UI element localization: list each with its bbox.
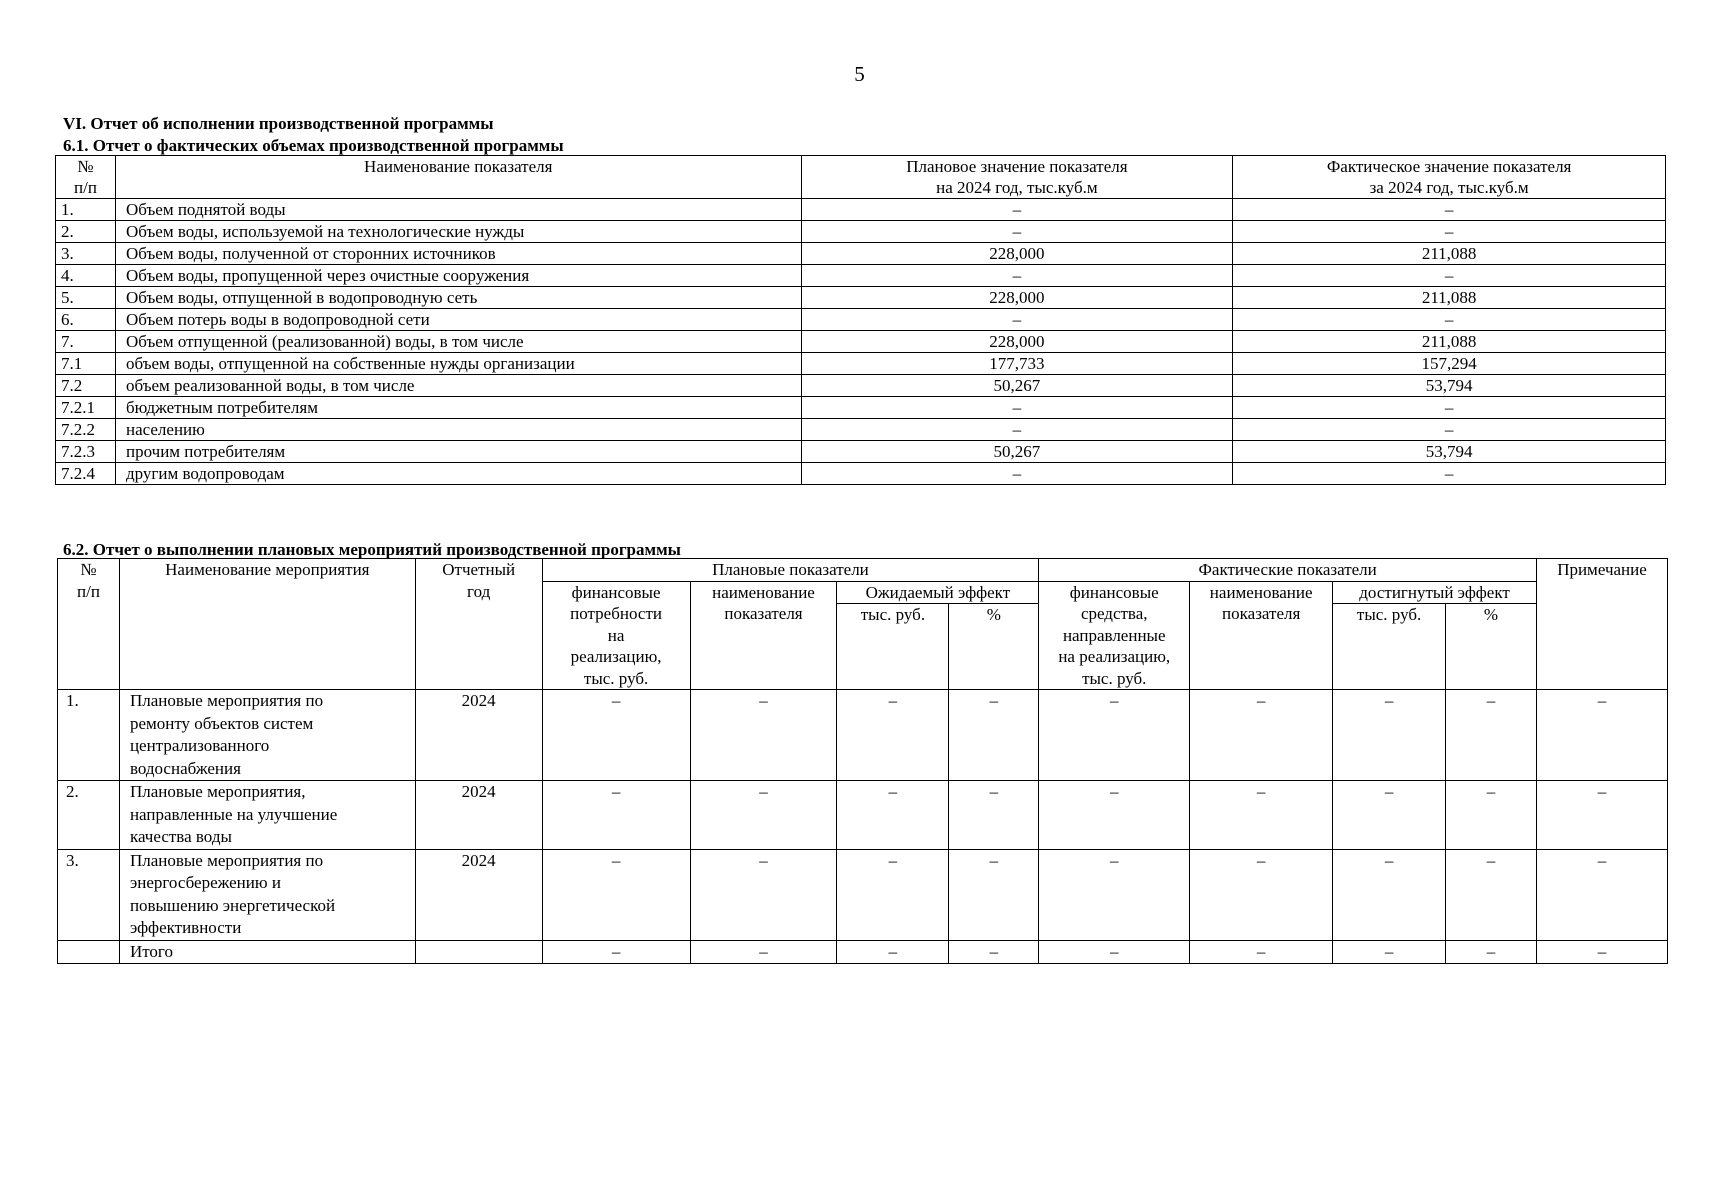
- row-number-empty: [58, 940, 120, 964]
- report-year: 2024: [415, 690, 542, 781]
- measure-name-line: Плановые мероприятия,: [129, 782, 306, 801]
- indicator-name: Объем воды, пропущенной через очистные сооружения: [115, 265, 801, 287]
- fact-value: –: [1233, 419, 1666, 441]
- indicator-name: объем воды, отпущенной на собственные нужды организации: [115, 353, 801, 375]
- header-report-year: Отчетный год: [415, 559, 542, 690]
- plan-value: –: [801, 419, 1233, 441]
- plan-effect-percent: –: [949, 940, 1039, 964]
- fact-financial-funds: –: [1039, 781, 1190, 850]
- header-fact-thousand-rub: тыс. руб.: [1333, 604, 1446, 690]
- header-plan-thousand-rub: тыс. руб.: [837, 604, 949, 690]
- table-row: [56, 463, 1666, 485]
- measure-name-line: направленные на улучшение: [129, 804, 338, 824]
- fact-effect-percent: –: [1446, 690, 1537, 781]
- fact-value: 211,088: [1233, 243, 1666, 265]
- plan-indicator-name: –: [690, 690, 837, 781]
- header-plan-financial-needs: финансовые потребности на реализацию, тыс. руб.: [542, 581, 690, 690]
- row-number: 7.2.1: [56, 397, 116, 419]
- table-row: [56, 265, 1666, 287]
- plan-effect-thousand-rub: –: [837, 690, 949, 781]
- planned-measures-table: [57, 558, 1668, 964]
- header-num: № п/п: [58, 559, 120, 690]
- fact-indicator-name: –: [1190, 690, 1333, 781]
- plan-financial-needs: –: [542, 781, 690, 850]
- table-row: [58, 849, 1668, 940]
- plan-value: 228,000: [801, 331, 1233, 353]
- table-row: [56, 441, 1666, 463]
- row-number: 7.2.3: [56, 441, 116, 463]
- table-row: [56, 243, 1666, 265]
- note: –: [1536, 849, 1667, 940]
- row-number: 7.2.2: [56, 419, 116, 441]
- measure-name-line: энергосбережению и: [129, 873, 281, 892]
- section-title: VI. Отчет об исполнении производственной программы: [63, 114, 494, 133]
- plan-value: 50,267: [801, 375, 1233, 397]
- plan-effect-thousand-rub: –: [837, 940, 949, 964]
- subsection-2-title: 6.2. Отчет о выполнении плановых мероприятий производственной программы: [63, 540, 681, 559]
- plan-value: –: [801, 463, 1233, 485]
- row-number: 3.: [56, 243, 116, 265]
- plan-effect-thousand-rub: –: [837, 781, 949, 850]
- fact-indicator-name: –: [1190, 940, 1333, 964]
- note: –: [1536, 781, 1667, 850]
- plan-value: –: [801, 221, 1233, 243]
- fact-value: 211,088: [1233, 287, 1666, 309]
- header-planned-indicators: Плановые показатели: [542, 559, 1039, 582]
- fact-value: 211,088: [1233, 331, 1666, 353]
- measure-name-line: эффективности: [129, 918, 242, 937]
- fact-value: 53,794: [1233, 441, 1666, 463]
- fact-value: –: [1233, 309, 1666, 331]
- table-row: [56, 419, 1666, 441]
- plan-value: –: [801, 397, 1233, 419]
- table2-header-row-1: [58, 559, 1668, 582]
- measure-name-line: водоснабжения: [129, 758, 241, 778]
- fact-effect-thousand-rub: –: [1333, 781, 1446, 850]
- row-number: 2.: [58, 781, 120, 850]
- fact-effect-thousand-rub: –: [1333, 940, 1446, 964]
- total-row: [58, 940, 1668, 964]
- table-row: [58, 690, 1668, 781]
- plan-value: –: [801, 265, 1233, 287]
- header-achieved-effect: достигнутый эффект: [1333, 581, 1537, 604]
- measure-name-line: Плановые мероприятия по: [129, 850, 324, 870]
- table-row: [58, 781, 1668, 850]
- fact-indicator-name: –: [1190, 849, 1333, 940]
- row-number: 6.: [56, 309, 116, 331]
- table-row: [56, 221, 1666, 243]
- plan-effect-thousand-rub: –: [837, 849, 949, 940]
- measure-name: [119, 781, 415, 850]
- measure-name-line: качества воды: [129, 827, 232, 846]
- header-actual-indicators: Фактические показатели: [1039, 559, 1537, 582]
- fact-effect-percent: –: [1446, 849, 1537, 940]
- measure-name-line: Плановые мероприятия по: [129, 691, 324, 710]
- measure-name-line: повышению энергетической: [129, 895, 336, 915]
- row-number: 4.: [56, 265, 116, 287]
- measure-name-line: ремонту объектов систем: [129, 713, 314, 733]
- header-fact-percent: %: [1446, 604, 1537, 690]
- header-fact-indicator-name: наименование показателя: [1190, 581, 1333, 690]
- table-row: [56, 199, 1666, 221]
- measure-name-line: централизованного: [129, 736, 270, 755]
- table-row: [56, 287, 1666, 309]
- fact-effect-percent: –: [1446, 940, 1537, 964]
- page-number: 5: [854, 62, 865, 86]
- fact-financial-funds: –: [1039, 690, 1190, 781]
- plan-financial-needs: –: [542, 849, 690, 940]
- plan-value: –: [801, 309, 1233, 331]
- subsection-1-title: 6.1. Отчет о фактических объемах производственной программы: [63, 136, 564, 155]
- indicator-name: Объем поднятой воды: [115, 199, 801, 221]
- table-row: [56, 331, 1666, 353]
- header-expected-effect: Ожидаемый эффект: [837, 581, 1039, 604]
- fact-value: –: [1233, 199, 1666, 221]
- fact-value: –: [1233, 221, 1666, 243]
- header-fact-value: Фактическое значение показателя за 2024 год, тыс.куб.м: [1233, 156, 1666, 199]
- indicator-name: бюджетным потребителям: [115, 397, 801, 419]
- plan-indicator-name: –: [690, 781, 837, 850]
- indicator-name: Объем потерь воды в водопроводной сети: [115, 309, 801, 331]
- measure-name: [119, 690, 415, 781]
- plan-value: 228,000: [801, 243, 1233, 265]
- table-row: [56, 397, 1666, 419]
- table-row: [56, 353, 1666, 375]
- plan-financial-needs: –: [542, 690, 690, 781]
- row-number: 7.2.4: [56, 463, 116, 485]
- plan-effect-percent: –: [949, 781, 1039, 850]
- row-number: 7.1: [56, 353, 116, 375]
- indicator-name: объем реализованной воды, в том числе: [115, 375, 801, 397]
- row-number: 3.: [58, 849, 120, 940]
- row-number: 7.2: [56, 375, 116, 397]
- header-indicator-name: Наименование показателя: [115, 156, 801, 199]
- plan-value: 50,267: [801, 441, 1233, 463]
- row-number: 1.: [56, 199, 116, 221]
- plan-effect-percent: –: [949, 849, 1039, 940]
- header-plan-value: Плановое значение показателя на 2024 год, тыс.куб.м: [801, 156, 1233, 199]
- note: –: [1536, 940, 1667, 964]
- total-label: Итого: [119, 940, 415, 964]
- indicator-name: прочим потребителям: [115, 441, 801, 463]
- fact-effect-thousand-rub: –: [1333, 849, 1446, 940]
- table-row: [56, 309, 1666, 331]
- header-plan-indicator-name: наименование показателя: [690, 581, 837, 690]
- plan-indicator-name: –: [690, 940, 837, 964]
- fact-effect-percent: –: [1446, 781, 1537, 850]
- report-year: 2024: [415, 849, 542, 940]
- plan-value: 177,733: [801, 353, 1233, 375]
- indicator-name: населению: [115, 419, 801, 441]
- fact-effect-thousand-rub: –: [1333, 690, 1446, 781]
- header-plan-percent: %: [949, 604, 1039, 690]
- header-note: Примечание: [1536, 559, 1667, 690]
- indicator-name: Объем воды, полученной от сторонних источников: [115, 243, 801, 265]
- indicator-name: Объем воды, используемой на технологические нужды: [115, 221, 801, 243]
- indicator-name: Объем воды, отпущенной в водопроводную сеть: [115, 287, 801, 309]
- table-row: [56, 375, 1666, 397]
- fact-value: –: [1233, 397, 1666, 419]
- measure-name: [119, 849, 415, 940]
- fact-financial-funds: –: [1039, 849, 1190, 940]
- row-number: 7.: [56, 331, 116, 353]
- fact-value: 157,294: [1233, 353, 1666, 375]
- fact-value: –: [1233, 463, 1666, 485]
- plan-financial-needs: –: [542, 940, 690, 964]
- plan-indicator-name: –: [690, 849, 837, 940]
- plan-value: –: [801, 199, 1233, 221]
- row-number: 5.: [56, 287, 116, 309]
- indicator-name: Объем отпущенной (реализованной) воды, в том числе: [115, 331, 801, 353]
- plan-effect-percent: –: [949, 690, 1039, 781]
- fact-financial-funds: –: [1039, 940, 1190, 964]
- plan-value: 228,000: [801, 287, 1233, 309]
- header-measure-name: Наименование мероприятия: [119, 559, 415, 690]
- production-volumes-table: [55, 155, 1666, 485]
- header-num: № п/п: [56, 156, 116, 199]
- fact-indicator-name: –: [1190, 781, 1333, 850]
- header-fact-financial-funds: финансовые средства, направленные на реализацию, тыс. руб.: [1039, 581, 1190, 690]
- indicator-name: другим водопроводам: [115, 463, 801, 485]
- report-year-empty: [415, 940, 542, 964]
- fact-value: –: [1233, 265, 1666, 287]
- fact-value: 53,794: [1233, 375, 1666, 397]
- table1-header-row: [56, 156, 1666, 199]
- row-number: 1.: [58, 690, 120, 781]
- note: –: [1536, 690, 1667, 781]
- row-number: 2.: [56, 221, 116, 243]
- report-year: 2024: [415, 781, 542, 850]
